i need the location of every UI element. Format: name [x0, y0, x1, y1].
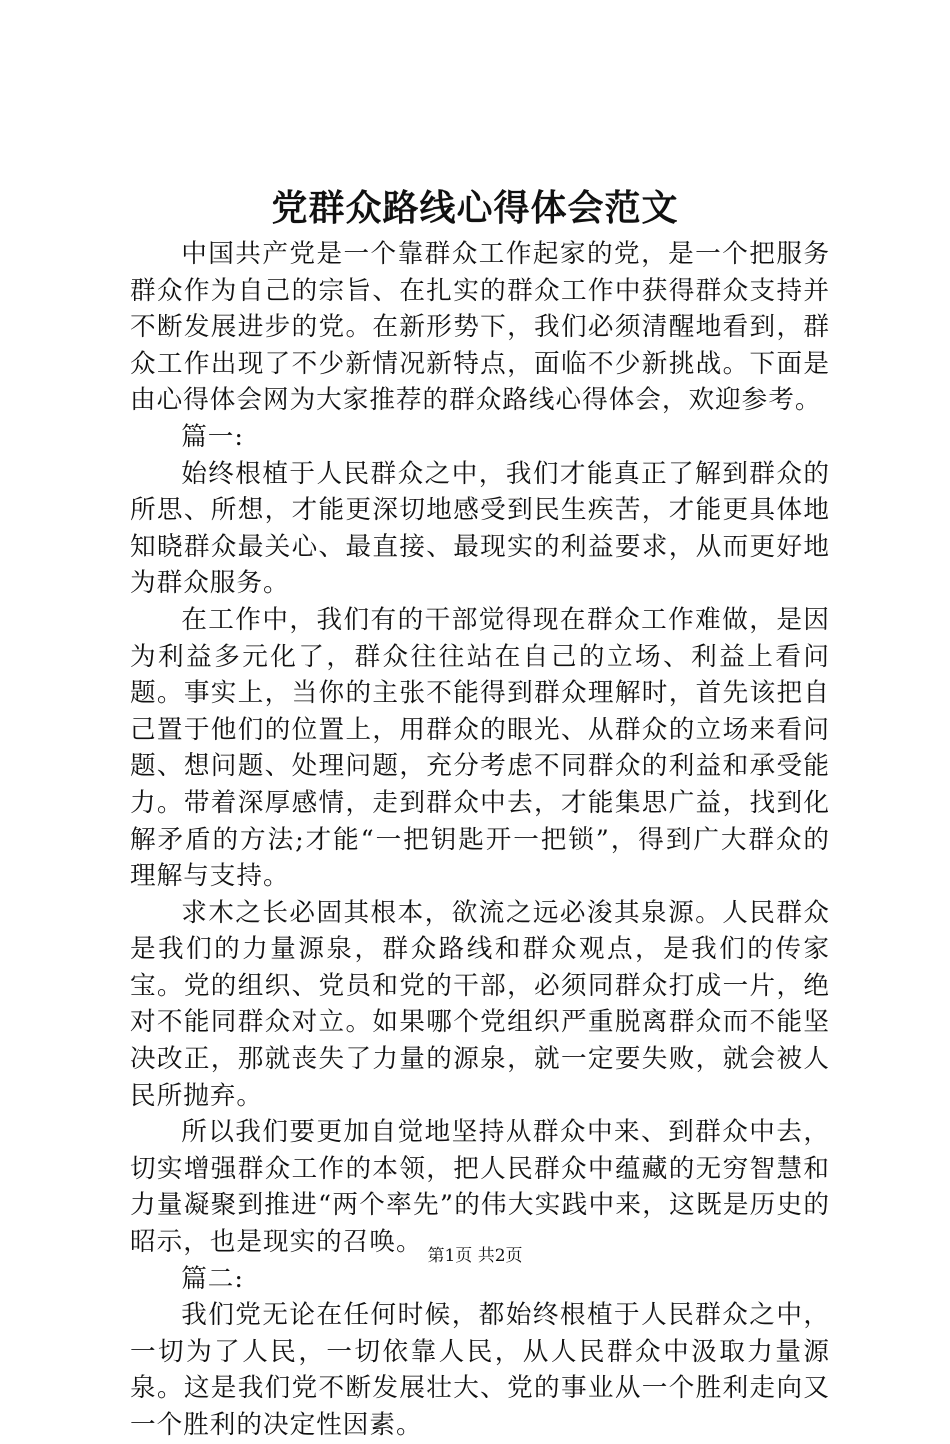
page-title: 党群众路线心得体会范文 — [271, 187, 679, 229]
section-heading-1: 篇一: — [181, 421, 244, 452]
paragraph: 我们党无论在任何时候，都始终根植于人民群众之中，一切为了人民，一切依靠人民，从人民群众中汲取力量源泉。这是我们党不断发展壮大、党的事业从一个胜利走向又一个胜利的决定性因素。 — [130, 1300, 830, 1440]
paragraph: 在工作中，我们有的干部觉得现在群众工作难做，是因为利益多元化了，群众往往站在自己的立场、利益上看问题。事实上，当你的主张不能得到群众理解时，首先该把自己置于他们的位置上，用群众的眼光、从群众的立场来看问题、想问题、处理问题，充分考虑不同群众的利益和承受能力。带着深厚感情，走到群众中去，才能集思广益，找到化解矛盾的方法;才能“一把钥匙开一把锁”，得到广大群众的理解与支持。 — [130, 604, 830, 892]
paragraph: 始终根植于人民群众之中，我们才能真正了解到群众的所思、所想，才能更深切地感受到民生疾苦，才能更具体地知晓群众最关心、最直接、最现实的利益要求，从而更好地为群众服务。 — [130, 458, 830, 599]
paragraph-intro: 中国共产党是一个靠群众工作起家的党，是一个把服务群众作为自己的宗旨、在扎实的群众工作中获得群众支持并不断发展进步的党。在新形势下，我们必须清醒地看到，群众工作出现了不少新情况新特点，面临不少新挑战。下面是由心得体会网为大家推荐的群众路线心得体会，欢迎参考。 — [130, 239, 830, 416]
paragraph: 求木之长必固其根本，欲流之远必浚其泉源。人民群众是我们的力量源泉，群众路线和群众观点，是我们的传家宝。党的组织、党员和党的干部，必须同群众打成一片，绝对不能同群众对立。如果哪个党组织严重脱离群众而不能坚决改正，那就丧失了力量的源泉，就一定要失败，就会被人民所抛弃。 — [130, 897, 830, 1111]
page-footer: 第1页 共2页 — [427, 1246, 523, 1266]
section-heading-2: 篇二: — [181, 1263, 244, 1294]
paragraph: 所以我们要更加自觉地坚持从群众中来、到群众中去，切实增强群众工作的本领，把人民群众中蕴藏的无穷智慧和力量凝聚到推进“两个率先”的伟大实践中来，这既是历史的昭示，也是现实的召唤。 — [130, 1117, 830, 1258]
